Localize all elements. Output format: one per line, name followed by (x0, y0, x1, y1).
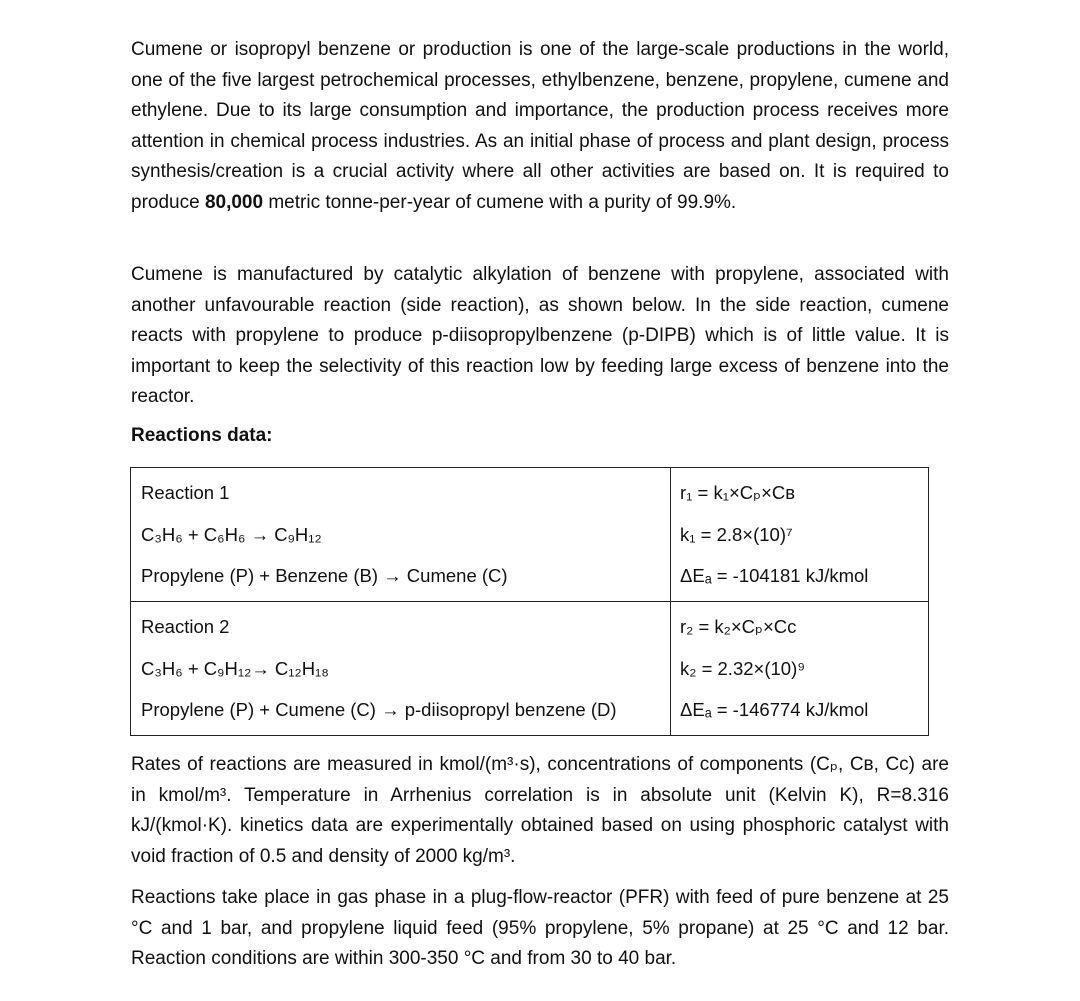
reaction-kinetics-cell (671, 602, 929, 736)
reaction-row (131, 468, 929, 602)
production-rate-value: 80,000 (204, 191, 264, 213)
activation-energy: ΔEₐ = -104181 kJ/kmol (680, 565, 869, 586)
rate-constant: k₁ = 2.8×(10)⁷ (680, 523, 793, 545)
rate-constant: k₂ = 2.32×(10)⁹ (680, 657, 806, 679)
reactor-conditions-paragraph: Reactions take place in gas phase in a plug-flow-reactor (PFR) with feed of pure benzene at 25 °C and 1 bar, and propylene liquid feed (95% propylene, 5% propane) at 25 °C and 12 bar. Reaction conditions are within 300-350 °C and from 30 to 40 bar. (131, 887, 949, 969)
reactions-data-heading: Reactions data: (131, 425, 273, 446)
reaction-description-cell (131, 468, 671, 602)
reaction-kinetics-cell (671, 468, 929, 602)
intro-paragraph (131, 35, 949, 218)
reaction-equation: C₃H₆ + C₆H₆ → C₉H₁₂ (141, 523, 322, 545)
intro-text-start: Cumene or isopropyl benzene or production is one of the large-scale productions in the world, one of the five largest petrochemical processes, ethylbenzene, benzene, propylene, cumene and ethylene. Due to its large consumption and importance, the production process receives more attention in chemical process industries. As an initial phase of process and plant design, process synthesis/creation is a crucial activity where all other activities are based on. It is required to produce (131, 39, 949, 213)
reaction-row (131, 602, 929, 736)
process-description-paragraph: Cumene is manufactured by catalytic alkylation of benzene with propylene, associated with another unfavourable reaction (side reaction), as shown below. In the side reaction, cumene reacts with propylene to produce p-diisopropylbenzene (p-DIPB) which is of little value. It is important to keep the selectivity of this reaction low by feeding large excess of benzene into the reactor. (131, 264, 949, 407)
reaction-description-cell (131, 602, 671, 736)
units-paragraph: Rates of reactions are measured in kmol/(m³·s), concentrations of components (Cₚ, Cʙ, Cᴄ) are in kmol/m³. Temperature in Arrhenius correlation is in absolute unit (Kelvin K), R=8.316 kJ/(kmol·K). kinetics data are experimentally obtained based on using phosphoric catalyst with void fraction of 0.5 and density of 2000 kg/m³. (131, 754, 949, 867)
reaction-title: Reaction 2 (141, 616, 230, 637)
reaction-words: Propylene (P) + Cumene (C) → p-diisopropyl benzene (D) (141, 699, 617, 720)
reaction-title: Reaction 1 (141, 482, 230, 503)
rate-law: r₂ = k₂×Cₚ×Cᴄ (680, 616, 797, 637)
reactions-table (130, 467, 929, 736)
intro-text-end: metric tonne-per-year of cumene with a purity of 99.9%. (263, 191, 737, 213)
rate-law: r₁ = k₁×Cₚ×Cʙ (680, 482, 796, 503)
reaction-equation: C₃H₆ + C₉H₁₂→ C₁₂H₁₈ (141, 657, 329, 679)
reaction-words: Propylene (P) + Benzene (B) → Cumene (C) (141, 565, 508, 586)
activation-energy: ΔEₐ = -146774 kJ/kmol (680, 699, 869, 720)
